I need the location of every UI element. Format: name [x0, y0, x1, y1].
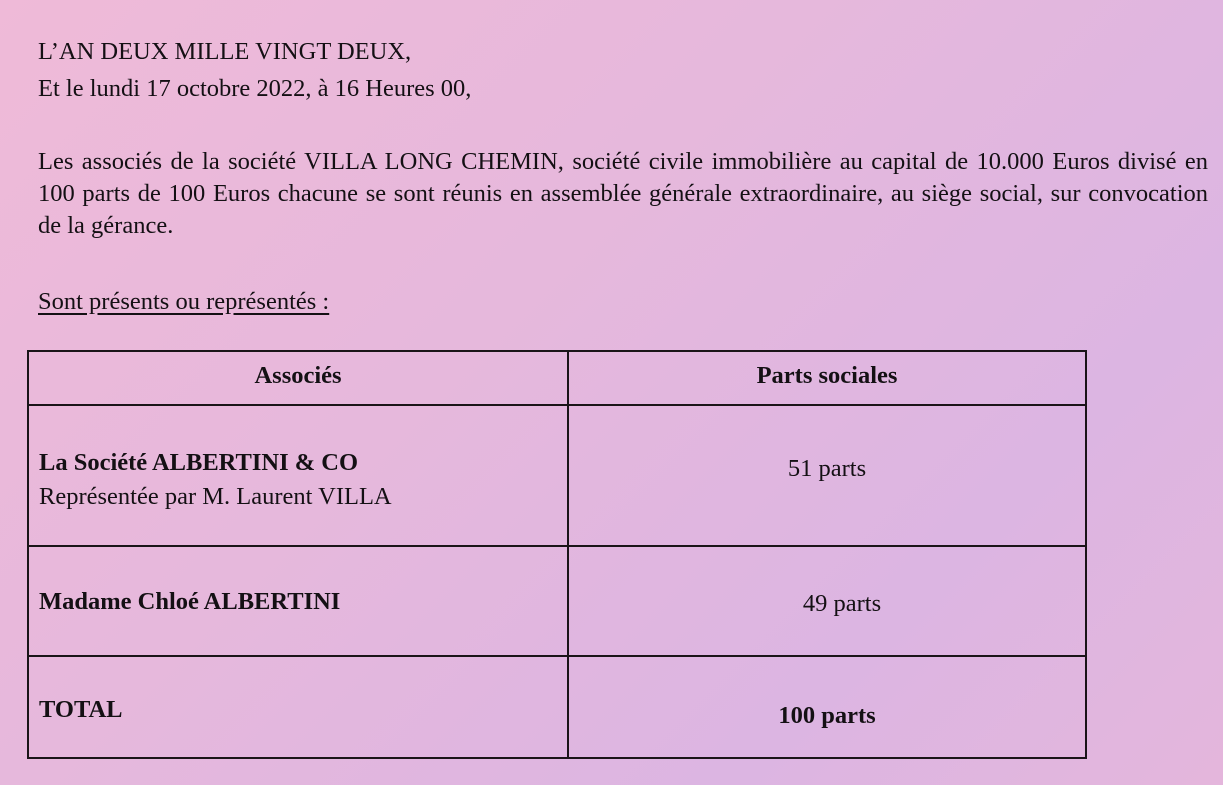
- attendees-heading: Sont présents ou représentés :: [38, 288, 330, 315]
- total-label: TOTAL: [28, 656, 568, 758]
- associate-name: Madame Chloé ALBERTINI: [39, 588, 341, 615]
- parts-cell: 49 parts: [568, 546, 1086, 656]
- total-parts: 100 parts: [568, 656, 1086, 758]
- associate-name: La Société ALBERTINI & CO: [39, 449, 359, 476]
- table-row: [28, 405, 1086, 546]
- parts-cell: 51 parts: [568, 405, 1086, 546]
- date-detail-line: Et le lundi 17 octobre 2022, à 16 Heures 00,: [38, 75, 472, 102]
- header-parts-sociales: Parts sociales: [568, 351, 1086, 405]
- associate-cell: [28, 546, 568, 656]
- header-associes: Associés: [28, 351, 568, 405]
- table-row: [28, 546, 1086, 656]
- shareholders-table: [27, 350, 1087, 759]
- associate-representative: Représentée par M. Laurent VILLA: [39, 483, 392, 510]
- table-header-row: [28, 351, 1086, 405]
- date-heading-line: L’AN DEUX MILLE VINGT DEUX,: [38, 38, 412, 65]
- associate-cell: [28, 405, 568, 546]
- intro-paragraph: Les associés de la société VILLA LONG CHEMIN, société civile immobilière au capital de 10.000 Euros divisé en 100 parts de 100 Euros chacune se sont réunis en assemblée générale extraordinaire, au siège social, sur convocation de la gérance.: [38, 148, 1208, 239]
- total-row: [28, 656, 1086, 758]
